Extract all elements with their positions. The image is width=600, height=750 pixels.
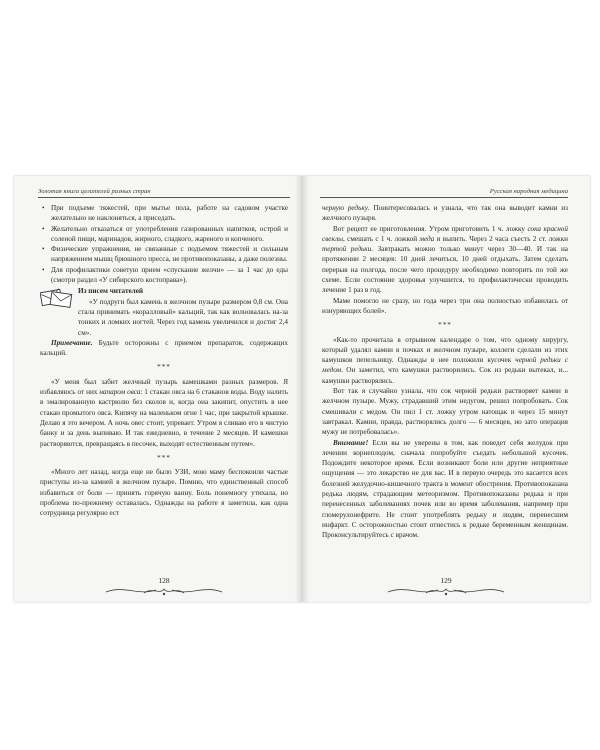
husband-story: Вот так я случайно узнала, что сок черной редьки растворяет камни в желчном пузыре. Мужу, страдавший этим недугом, решил попробовать. Сок смешивали с медом. Он пил 1 ст. ложку утром натощак и через 15 минут завтракал. Камни, правда, растворялись долго — 6 месяцев, но зато операция мужу не потребовалась». xyxy=(322,387,568,437)
recipe-italic-honey: меда xyxy=(419,234,435,243)
tips-list xyxy=(40,203,288,285)
recipe-text-b: , смешать с 1 ч. ложкой xyxy=(343,234,420,243)
letters-icon xyxy=(40,287,74,309)
surgeon-story-italic: черной редьки с медом xyxy=(322,356,569,375)
note-paragraph xyxy=(40,338,288,359)
section-divider: *** xyxy=(157,363,171,372)
mother-story: «Много лет назад, когда еще не было УЗИ, мою маму беспокоили частые приступы из-за камней в желчном пузыре. Помню, что единственный способ избавиться от боли — принять горячую ванну. Боль понемногу утихала, но проблема по-прежнему оставалась. Однажды на работе я заметила, как одна сотрудница регулярно ест xyxy=(40,468,288,518)
left-page-number: 128 xyxy=(158,576,170,585)
folio-ornament-icon xyxy=(386,583,506,597)
letters-text: «У подруги был камень в желчном пузыре размером 0,8 см. Она стала принимать «коралловый» кальций, так как волновалась на-за тонких и ломких ногтей. Через год камень увеличился и достиг 2,4 см». xyxy=(78,297,288,337)
warning-label: Внимание! xyxy=(333,438,369,447)
section-divider: *** xyxy=(157,453,171,462)
right-body-text xyxy=(322,203,568,541)
recipe-italic-beet-juice: сока красной свеклы xyxy=(322,224,568,243)
right-page-number: 129 xyxy=(440,576,452,585)
oat-story-b: : 1 стакан овса на 6 стаканов воды. Воду налить в эмалированную кастрюлю без сколов и, когда она закипит, опустить в нее стакан промытого овса. Кипячу на маленьком огне 1 час, при закрытой крышке. Делаю я это вечером. А ночь овес стоит, упревает. Утром я сливаю его в чистую банку и за день выпиваю. И так ежедневно, в течение 2 месяцев. И камешки растворяются, превращаясь в песочек, выходят естественным путем». xyxy=(40,388,288,448)
warning-text: Если вы не уверены в том, как поведет себя желудок при лечении корнеплодом, сначала попробуйте съедать небольшой кусочек. Подождите некоторое время. Если возникают боли или другие неприятные ощущения — это лекарство не для вас. И в первую очередь это касается всех болезней желудочно-кишечного тракта в момент обострения. Противопоказана редька людям, страдающим метеоризмом. Противопоказаны редька и при перенесенных заболеваниях почек или во время заболевания, например при гломерулонефрите. Не стоит употреблять редьку и людям, перенесшим инфаркт. С осторожностью стоит отнестись к редьке беременным женщинам. Проконсультируйтесь с врачом. xyxy=(322,438,568,540)
folio-ornament-icon xyxy=(104,583,224,597)
tip-item: • Для профилактики советую прием «спускание желчи» — за 1 час до еды (смотри раздел «У сибирского костоправа»). xyxy=(40,265,288,286)
recipe-text-d: . Завтракать можно только минут через 30—40. И так на протяжении 2 месяцев: 10 дней лечиться, 10 дней отдыхать. Затем сделать перерыв на полгода, после чего процедуру необходимо повторить по той же схеме. Если состояние здоровья улучшится, то профилактически проводить лечение 1 раз в год. xyxy=(322,245,568,295)
left-page xyxy=(14,176,302,602)
section-divider: *** xyxy=(438,321,452,330)
book-spread xyxy=(14,176,590,602)
warning-paragraph xyxy=(322,438,568,541)
right-head-rule xyxy=(320,197,568,198)
book-gutter xyxy=(295,176,309,602)
letters-title: Из писем читателей xyxy=(78,287,144,296)
note-text: Будьте осторожны с приемом препаратов, содержащих кальций. xyxy=(40,338,288,358)
right-folio xyxy=(386,575,506,597)
right-running-head: Русская народная медицина xyxy=(489,188,568,195)
left-running-head: Золотая книга целителей разных стран xyxy=(38,188,151,195)
recipe-paragraph xyxy=(322,224,568,296)
surgeon-story xyxy=(322,335,568,386)
recipe-italic-radish: тертой редьки xyxy=(322,245,372,254)
left-body-text xyxy=(40,203,288,519)
right-page xyxy=(302,176,590,602)
mom-paragraph: Маме помогло не сразу, но года через три она полностью избавилась от изнуряющих болей». xyxy=(322,296,568,315)
letters-section xyxy=(40,286,288,337)
continuation-text: . Поинтересовалась и узнала, что так она выводит камни из желчного пузыря. xyxy=(322,204,568,223)
tip-item: • Желательно отказаться от употребления газированных напитков, острой и соленой пищи, маринадов, жирного, сладкого, жареного и копченого. xyxy=(40,224,288,245)
tip-item: • При подъеме тяжестей, при мытье пола, работе на садовом участке желательно не наклоняться, а приседать. xyxy=(40,203,288,224)
oat-story-a: «У меня был забит желчный пузырь камешками разных размеров. Я избавляюсь от них xyxy=(40,377,288,397)
continuation-italic: черную редьку xyxy=(322,204,368,212)
left-folio xyxy=(104,575,224,597)
left-head-rule xyxy=(38,197,290,198)
continuation-paragraph xyxy=(322,203,568,224)
tip-item: • Физические упражнения, не связанные с подъемом тяжестей и сильным напряжением мышц брюшного пресса, не противопоказаны, а даже полезны. xyxy=(40,244,288,265)
surgeon-story-a: «Как-то прочитала в отрывном календаре о том, что одному хирургу, который удалял камни в почках и желчном пузыре, коллеги сделали из этих камушков пепельницу. Однажды в нее положили кусочек xyxy=(322,335,568,365)
oat-story-italic: напаром овса xyxy=(99,388,141,397)
recipe-text-c: и выпить. Через 2 часа съесть 2 ст. ложки xyxy=(434,234,568,243)
surgeon-story-b: . Он заметил, что камушки растворились. Сок из редьки вытекал, и... камушки растворялись. xyxy=(322,366,568,385)
note-label: Примечание. xyxy=(51,338,93,347)
oat-story xyxy=(40,377,288,449)
recipe-text-a: Вот рецепт ее приготовления. Утром приготовить 1 ч. ложку xyxy=(333,224,528,233)
